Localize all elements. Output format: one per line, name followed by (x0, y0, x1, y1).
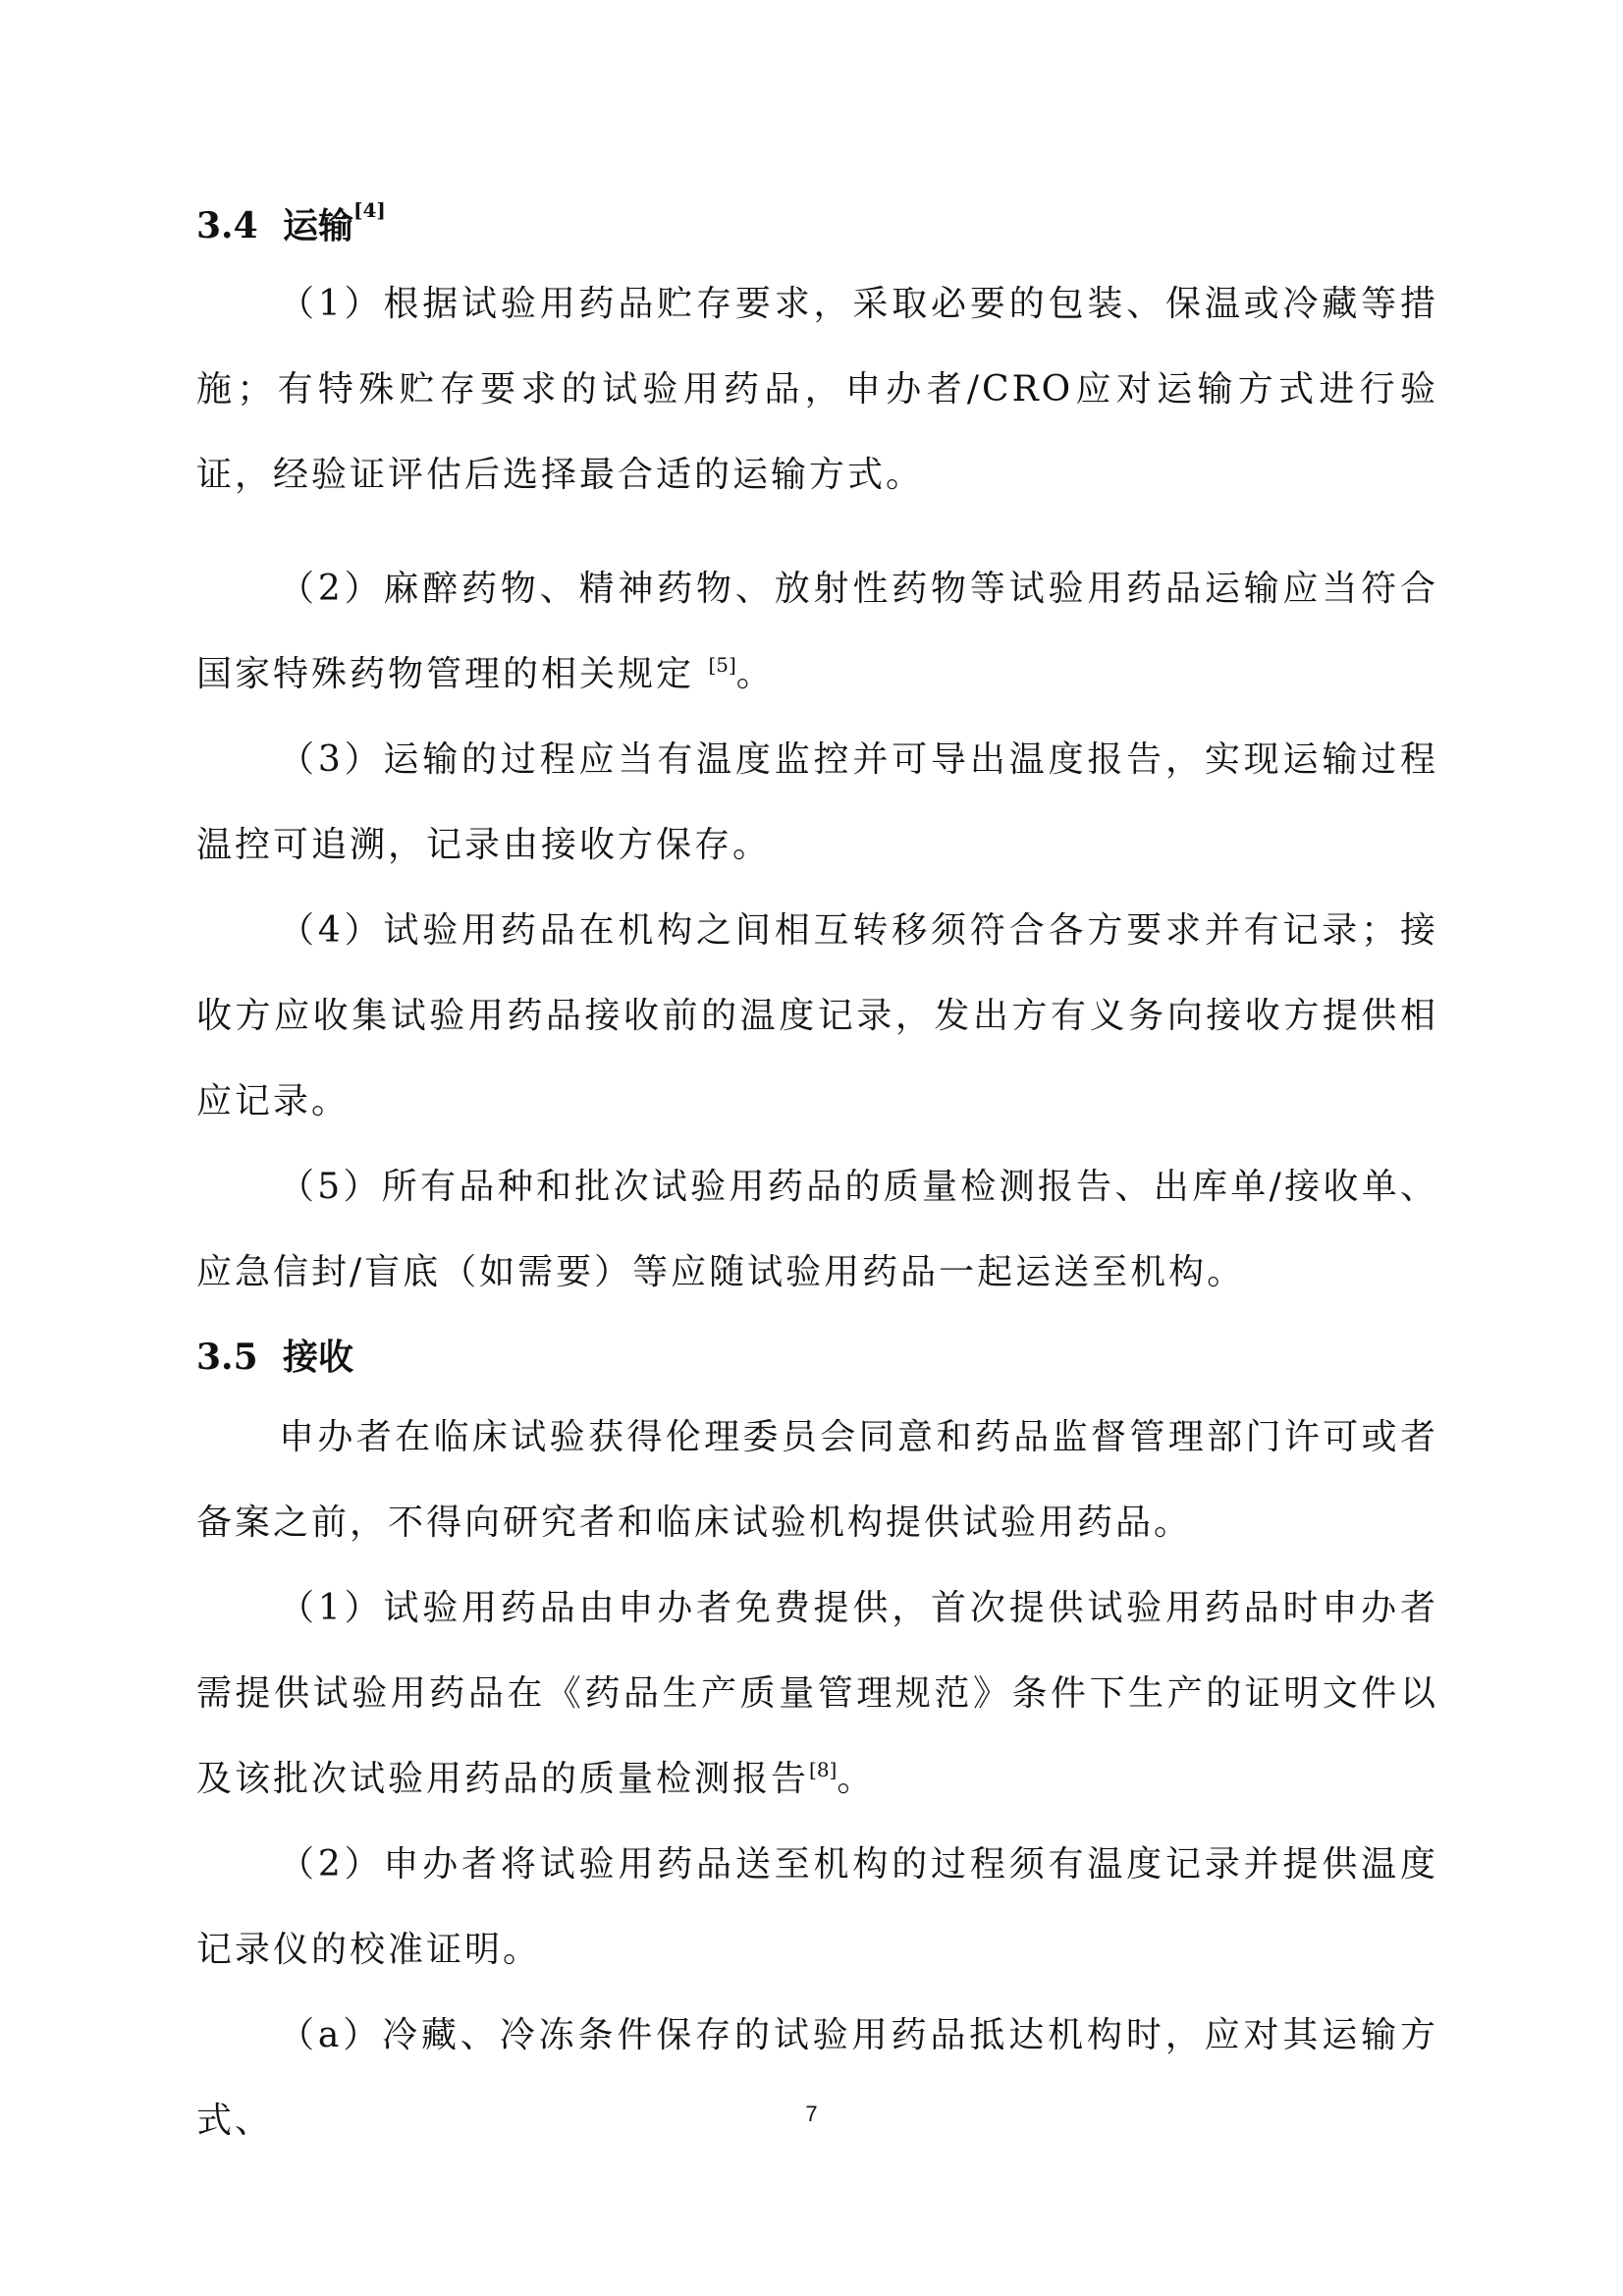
paragraph-item-2: （2）申办者将试验用药品送至机构的过程须有温度记录并提供温度记录仪的校准证明。 (196, 1844, 1438, 1970)
section-number: 3.5 (196, 1337, 258, 1378)
paragraph-item-3: （3）运输的过程应当有温度监控并可导出温度报告，实现运输过程温控可追溯，记录由接收方保存。 (196, 739, 1438, 865)
paragraph-item-4: （4）试验用药品在机构之间相互转移须符合各方要求并有记录；接收方应收集试验用药品接收前的温度记录，发出方有义务向接收方提供相应记录。 (196, 910, 1438, 1121)
section-heading-3-4 (196, 198, 386, 247)
paragraph-item-2: （2）麻醉药物、精神药物、放射性药物等试验用药品运输应当符合国家特殊药物管理的相关规定 [5]。 (196, 569, 1438, 694)
reference-marker: [8] (809, 1758, 838, 1781)
section-title: 接收 (283, 1337, 354, 1378)
reference-marker: [5] (708, 653, 736, 677)
paragraph-intro: 申办者在临床试验获得伦理委员会同意和药品监督管理部门许可或者备案之前，不得向研究者和临床试验机构提供试验用药品。 (196, 1417, 1438, 1543)
reference-marker: [4] (353, 198, 386, 222)
section-number: 3.4 (196, 205, 258, 246)
paragraph-item-5: （5）所有品种和批次试验用药品的质量检测报告、出库单/接收单、应急信封/盲底（如需要）等应随试验用药品一起运送至机构。 (196, 1167, 1438, 1292)
paragraph-item-a: （a）冷藏、冷冻条件保存的试验用药品抵达机构时，应对其运输方式、 (196, 2015, 1438, 2141)
section-title: 运输 (283, 205, 354, 246)
paragraph-item-1: （1）试验用药品由申办者免费提供，首次提供试验用药品时申办者需提供试验用药品在《药品生产质量管理规范》条件下生产的证明文件以及该批次试验用药品的质量检测报告[8]。 (196, 1588, 1438, 1799)
page-number: 7 (805, 2102, 818, 2126)
section-heading-3-5 (196, 1336, 353, 1379)
paragraph-item-1: （1）根据试验用药品贮存要求，采取必要的包装、保温或冷藏等措施；有特殊贮存要求的试验用药品，申办者/CRO应对运输方式进行验证，经验证评估后选择最合适的运输方式。 (196, 284, 1438, 495)
